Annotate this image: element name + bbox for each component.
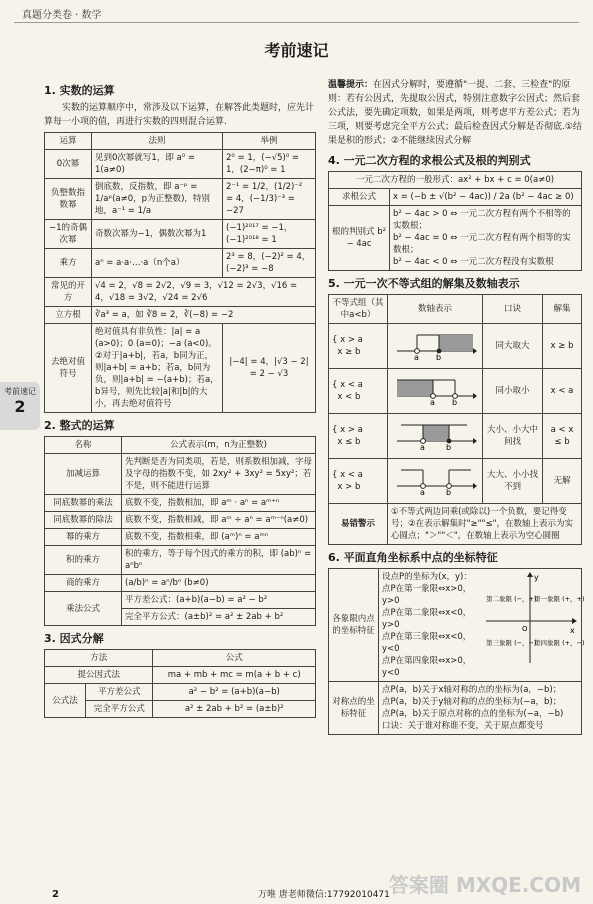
table-row: [45, 546, 316, 575]
number-line-cell: [388, 459, 483, 504]
row-label: 对称点的坐标特征: [329, 682, 379, 735]
row-label: 根的判别式 b² − 4ac: [329, 206, 390, 271]
table-row: [45, 512, 316, 529]
table-row: [45, 150, 316, 179]
table-header-row: [329, 295, 582, 324]
page-number: 2: [52, 889, 59, 900]
header-cell: 运算: [45, 133, 92, 150]
side-tab-label: 考前速记: [4, 387, 36, 396]
row-label: 公式法: [45, 684, 86, 718]
header-cell: 公式表示(m，n为正整数): [122, 437, 316, 454]
quadrant-line: 点P在第三象限⇔x<0，y<0: [382, 632, 472, 654]
mnemonic: 同大取大: [483, 324, 543, 369]
number-line-between: [393, 417, 477, 451]
solution-set: x < a: [543, 369, 582, 414]
coordinate-table: [328, 568, 585, 735]
table-row: [45, 529, 316, 546]
section-2-heading: 2. 整式的运算: [44, 419, 115, 432]
table-row: [329, 206, 582, 271]
table-row: [329, 682, 582, 735]
number-line-greater: [393, 327, 477, 361]
quadrant-3-label: 第三象限 (−，−): [486, 639, 537, 647]
quadrant-conditions: [382, 571, 482, 679]
row-rule: 绝对值具有非负性：|a| = a (a>0)；0 (a=0)；−a (a<0)。②对于|a+b|，若a，b同为正，则|a+b| = a+b；若a，b同为负，则|a+b| = −(a+b)；若a，b异号，则先比较|a|和|b|的大小，再去绝对值符号: [92, 324, 223, 413]
general-form: 一元二次方程的一般形式：ax² + bx + c = 0(a≠0): [329, 172, 582, 189]
table-row: [45, 667, 316, 684]
table-row: [329, 172, 582, 189]
row-formula: 完全平方公式：(a±b)² = a² ± 2ab + b²: [122, 609, 316, 626]
solution-set: 无解: [543, 459, 582, 504]
right-column: [328, 78, 585, 735]
row-formula: 平方差公式：(a+b)(a−b) = a² − b²: [122, 592, 316, 609]
inequality-table: [328, 294, 582, 545]
quadrant-rules: [379, 569, 585, 682]
row-formula: ma + mb + mc = m(a + b + c): [153, 667, 316, 684]
y-axis-label: y: [534, 573, 539, 582]
row-formula: a² − b² = (a+b)(a−b): [153, 684, 316, 701]
table-row: [45, 307, 316, 324]
quadrant-line: 点P在第一象限⇔x>0，y>0: [382, 584, 472, 606]
row-label: 立方根: [45, 307, 92, 324]
table-row: [329, 369, 582, 414]
axis-label-b: b: [436, 353, 442, 362]
inequality-line: x ≥ b: [337, 347, 361, 357]
mnemonic: 大小、小大中间找: [483, 414, 543, 459]
row-label: 加减运算: [45, 454, 122, 495]
inequality-line: x > b: [337, 482, 361, 492]
discriminant-cases: [390, 206, 582, 271]
table-row: [329, 414, 582, 459]
quadrant-4-label: 第四象限 (+，−): [534, 639, 585, 647]
inequality-system: { x < a x < b: [329, 369, 388, 414]
row-sublabel: 完全平方公式: [86, 701, 153, 718]
row-rule: √4 = 2，√8 = 2√2，√9 = 3，√12 = 2√3，√16 = 4，√18 = 3√2，√24 = 2√6: [92, 278, 316, 307]
header-rule: [14, 22, 579, 23]
axis-label-a: a: [420, 488, 425, 497]
tip-text: 在因式分解时，要遵循"一提、二套、三检查"的原则：若有公因式，先提取公因式，特别注意数字公因式；然后套公式法，要先确定项数，如果是两项，则考虑平方差公式；若为三项，则要考虑完全平方公式；最后检查因式分解是否彻底.①结果是积的形式；②不能继续因式分解: [328, 80, 582, 146]
footer-ad: 万唯 唐老师微信:17792010471: [258, 890, 390, 900]
running-header: 真题分类卷 · 数学: [22, 10, 102, 21]
watermark: 答案圈 MXQE.COM: [388, 873, 581, 897]
row-label: 常见的开方: [45, 278, 92, 307]
axis-label-a: a: [414, 353, 419, 362]
side-tab-number: 2: [14, 397, 26, 416]
axis-label-b: b: [446, 443, 452, 452]
section-1-intro: 实数的运算顺序中，常涉及以下运算，在解答此类题时，应先计算每一小项的值，再进行实数的四则混合运算.: [44, 103, 315, 127]
symmetry-line: 点P(a，b)关于x轴对称的点的坐标为(a，−b)；: [382, 685, 562, 695]
number-line-none: [393, 462, 477, 496]
section-5-heading: 5. 一元一次不等式组的解集及数轴表示: [328, 277, 520, 290]
row-label: 同底数幂的除法: [45, 512, 122, 529]
section-1-heading: 1. 实数的运算: [44, 84, 115, 97]
inequality-system: { x > a x ≥ b: [329, 324, 388, 369]
row-label: 同底数幂的乘法: [45, 495, 122, 512]
table-header-row: [45, 437, 316, 454]
table-row: [45, 249, 316, 278]
table-row: [329, 504, 582, 545]
factoring-tip: [328, 78, 582, 148]
table-row: [329, 324, 582, 369]
section-3-heading: 3. 因式分解: [44, 632, 104, 645]
row-label: 乘法公式: [45, 592, 122, 626]
table-row: [45, 220, 316, 249]
header-cell: 数轴表示: [388, 295, 483, 324]
symmetry-line: 点P(a，b)关于原点对称的点的坐标为(−a，−b): [382, 709, 564, 719]
quadrant-1-label: 第一象限 (+，+): [534, 595, 585, 603]
symmetry-line: 点P(a，b)关于y轴对称的点的坐标为(−a，b)；: [382, 697, 562, 707]
row-example: (−1)²⁰¹⁷ = −1，(−1)²⁰¹⁸ = 1: [223, 220, 316, 249]
header-cell: 解集: [543, 295, 582, 324]
root-formula: x = (−b ± √(b² − 4ac)) / 2a (b² − 4ac ≥ 0): [390, 189, 582, 206]
inequality-system: { x < a x > b: [329, 459, 388, 504]
axis-label-b: b: [446, 488, 452, 497]
number-line-cell: [388, 414, 483, 459]
table-row: [45, 592, 316, 609]
table-header-row: [45, 133, 316, 150]
polynomial-table: [44, 436, 316, 626]
inequality-system: { x > a x ≤ b: [329, 414, 388, 459]
row-formula: a² ± 2ab + b² = (a±b)²: [153, 701, 316, 718]
row-example: 2³ = 8，(−2)² = 4，(−2)³ = −8: [223, 249, 316, 278]
mnemonic: 大大、小小找不到: [483, 459, 543, 504]
header-cell: 法则: [92, 133, 223, 150]
inequality-line: x ≤ b: [337, 437, 361, 447]
origin-label: O: [522, 625, 528, 633]
table-row: [329, 569, 582, 682]
tip-title: 温馨提示：: [328, 80, 374, 90]
real-number-table: [44, 132, 316, 413]
table-row: [45, 278, 316, 307]
axis-label-b: b: [452, 398, 458, 407]
x-axis-label: x: [570, 626, 575, 635]
page-title: 考前速记: [264, 41, 329, 60]
row-example: 2⁰ = 1，(−√5)⁰ = 1，(2−π)⁰ = 1: [223, 150, 316, 179]
axis-label-a: a: [430, 398, 435, 407]
symmetry-line: 口诀：关于谁对称谁不变，关于原点都变号: [382, 721, 544, 731]
row-rule: ∛a³ = a，如 ∛8 = 2，∛(−8) = −2: [92, 307, 316, 324]
quadrant-line: 点P在第二象限⇔x<0，y>0: [382, 608, 472, 630]
quadrant-2-label: 第二象限 (−，+): [486, 595, 537, 603]
table-row: [45, 495, 316, 512]
row-label: 0次幂: [45, 150, 92, 179]
inequality-line: x < b: [337, 392, 361, 402]
row-label: 商的乘方: [45, 575, 122, 592]
symmetry-rules: [379, 682, 582, 735]
coordinate-plane-diagram: [482, 571, 585, 667]
row-rule: 奇数次幂为−1，偶数次幂为1: [92, 220, 223, 249]
row-label: 负整数指数幂: [45, 179, 92, 220]
row-sublabel: 平方差公式: [86, 684, 153, 701]
header-cell: 举例: [223, 133, 316, 150]
row-formula: 底数不变，指数相减，即 aᵐ ÷ aⁿ = aᵐ⁻ⁿ(a≠0): [122, 512, 316, 529]
row-label: 幂的乘方: [45, 529, 122, 546]
header-cell: 不等式组（其中a<b）: [329, 295, 388, 324]
left-column: [44, 78, 316, 718]
inequality-line: x < a: [340, 380, 363, 390]
header-cell: 口诀: [483, 295, 543, 324]
row-label: 求根公式: [329, 189, 390, 206]
section-4-heading: 4. 一元二次方程的求根公式及根的判别式: [328, 154, 531, 167]
warning-text: ①不等式两边同乘(或除以)一个负数，要记得变号；②在表示解集时"≥""≤"，在数轴上表示为实心圆点；"＞""＜"，在数轴上表示为空心圆圈: [388, 504, 582, 545]
solution-set: a < x ≤ b: [543, 414, 582, 459]
row-label: 各象限内点的坐标特征: [329, 569, 379, 682]
table-row: [45, 454, 316, 495]
inequality-line: x > a: [340, 335, 363, 345]
number-line-less: [393, 372, 477, 406]
table-row: [45, 701, 316, 718]
row-label: 去绝对值符号: [45, 324, 92, 413]
row-formula: (a/b)ⁿ = aⁿ/bⁿ (b≠0): [122, 575, 316, 592]
discriminant-case: b² − 4ac > 0 ⇔ 一元二次方程有两个不相等的实数根；: [393, 209, 571, 231]
row-formula: 底数不变，指数相加，即 aᵐ · aⁿ = aᵐ⁺ⁿ: [122, 495, 316, 512]
solution-set: x ≥ b: [543, 324, 582, 369]
header-cell: 方法: [45, 650, 153, 667]
quadrant-line: 设点P的坐标为(x，y)：: [382, 572, 472, 582]
table-row: [45, 684, 316, 701]
row-formula: 先判断是否为同类项，若是，则系数相加减，字母及字母的指数不变，如 2xy² + 3xy² = 5xy²；若不是，则不能进行运算: [122, 454, 316, 495]
number-line-cell: [388, 369, 483, 414]
row-label: −1的奇偶次幂: [45, 220, 92, 249]
quadratic-table: [328, 171, 582, 271]
table-row: [329, 459, 582, 504]
header-cell: 名称: [45, 437, 122, 454]
table-row: [329, 189, 582, 206]
number-line-cell: [388, 324, 483, 369]
row-example: 2⁻¹ = 1/2，(1/2)⁻² = 4，(−1/3)⁻³ = −27: [223, 179, 316, 220]
mnemonic: 同小取小: [483, 369, 543, 414]
row-rule: 倒底数，反指数，即 a⁻ᵖ = 1/aᵖ(a≠0，p为正整数)，特别地，a⁻¹ = 1/a: [92, 179, 223, 220]
table-header-row: [45, 650, 316, 667]
row-rule: aⁿ = a·a·…·a（n个a）: [92, 249, 223, 278]
header-cell: 公式: [153, 650, 316, 667]
row-label: 积的乘方: [45, 546, 122, 575]
axis-label-a: a: [420, 443, 425, 452]
discriminant-case: b² − 4ac = 0 ⇔ 一元二次方程有两个相等的实数根；: [393, 233, 571, 255]
discriminant-case: b² − 4ac < 0 ⇔ 一元二次方程没有实数根: [393, 257, 554, 267]
row-rule: 见到0次幂就写1，即 a⁰ = 1(a≠0): [92, 150, 223, 179]
table-row: [45, 324, 316, 413]
factoring-table: [44, 649, 316, 718]
chapter-side-tab: [0, 382, 40, 430]
table-row: [45, 179, 316, 220]
quadrant-line: 点P在第四象限⇔x>0，y<0: [382, 656, 472, 678]
warning-label: 易错警示: [329, 504, 388, 545]
section-6-heading: 6. 平面直角坐标系中点的坐标特征: [328, 551, 498, 564]
row-formula: 底数不变，指数相乘，即 (aᵐ)ⁿ = aᵐⁿ: [122, 529, 316, 546]
inequality-line: x > a: [340, 425, 363, 435]
table-row: [45, 575, 316, 592]
row-label: 乘方: [45, 249, 92, 278]
row-example: |−4| = 4，|√3 − 2| = 2 − √3: [223, 324, 316, 413]
row-formula: 积的乘方，等于每个因式的乘方的积，即 (ab)ⁿ = aⁿbⁿ: [122, 546, 316, 575]
row-label: 提公因式法: [45, 667, 153, 684]
inequality-line: x < a: [340, 470, 363, 480]
